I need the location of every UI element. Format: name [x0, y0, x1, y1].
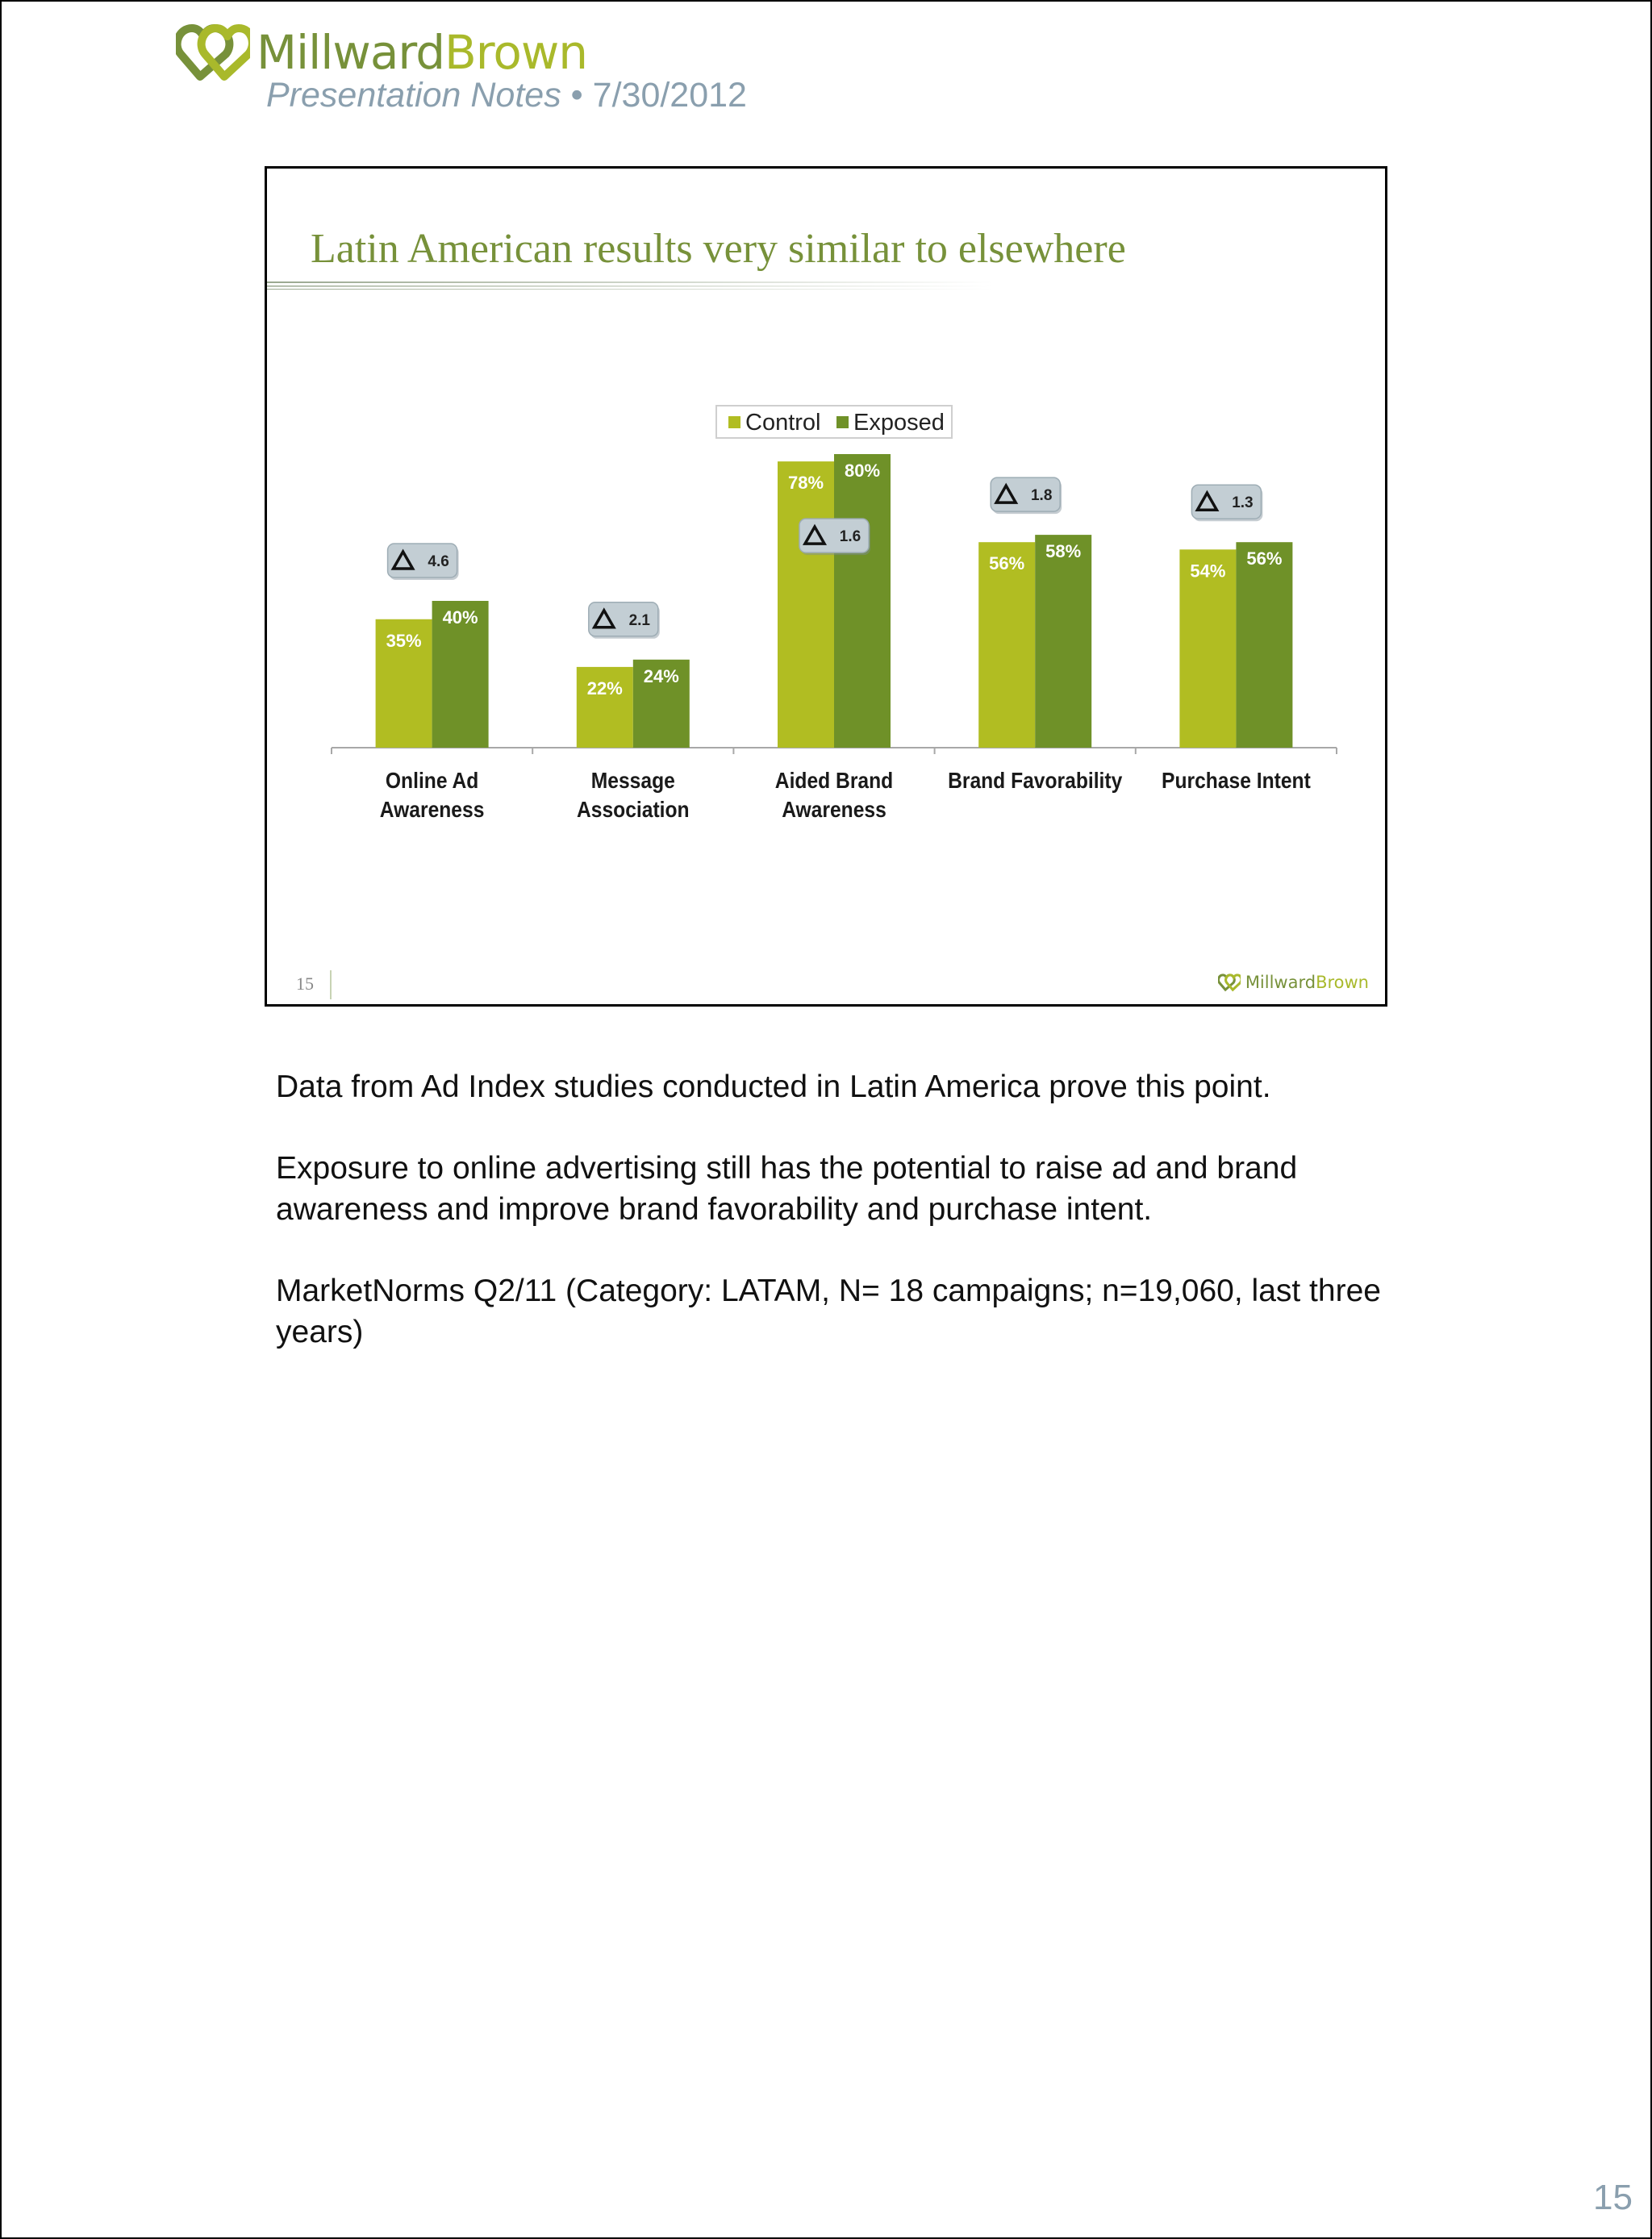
footer-brand-part1: Millward: [1245, 973, 1316, 992]
notes-paragraph-2: Exposure to online advertising still has the potential to raise ad and brand awareness and improve brand favorability and purchase intent.: [276, 1151, 1298, 1227]
page-subtitle: [266, 76, 747, 115]
legend-label-control: Control: [745, 410, 821, 436]
data-label-exposed: 40%: [442, 607, 478, 628]
slide-number: 15: [296, 974, 314, 994]
legend-swatch-control: [728, 416, 740, 428]
data-label-control: 78%: [787, 473, 824, 494]
footer-brand-part2: Brown: [1316, 973, 1369, 992]
bar-control: [778, 461, 834, 748]
subtitle-date: 7/30/2012: [592, 76, 747, 115]
data-label-control: 35%: [386, 630, 422, 651]
hearts-logo-icon: [176, 20, 250, 85]
data-label-exposed: 56%: [1246, 548, 1283, 569]
notes-paragraph-3: MarketNorms Q2/11 (Category: LATAM, N= 18 campaigns; n=19,060, last three years): [276, 1274, 1381, 1349]
category-label: Aided Brand: [774, 767, 894, 794]
slide-footer-logo: [1218, 972, 1369, 993]
category-label: Awareness: [782, 796, 886, 823]
delta-value: 1.3: [1232, 494, 1254, 512]
page-number: 15: [1593, 2178, 1633, 2217]
slide-thumbnail: [265, 166, 1387, 1007]
data-label-control: 56%: [989, 553, 1025, 574]
delta-value: 2.1: [628, 611, 651, 629]
brand-part2: Brown: [444, 25, 588, 80]
category-label: Online Ad: [385, 767, 479, 794]
subtitle-separator: •: [561, 76, 593, 115]
bar-exposed: [1035, 535, 1091, 748]
delta-value: 1.6: [839, 528, 861, 546]
bar-exposed: [834, 454, 891, 748]
data-label-exposed: 24%: [643, 665, 679, 686]
slide-title: Latin American results very similar to elsewhere: [311, 226, 1126, 272]
notes-paragraph-1: Data from Ad Index studies conducted in Latin America prove this point.: [276, 1069, 1271, 1104]
category-label: Brand Favorability: [948, 767, 1123, 794]
data-label-exposed: 80%: [844, 461, 881, 481]
category-label: Message: [590, 767, 675, 794]
presentation-notes: [276, 1066, 1405, 1393]
category-label: Awareness: [379, 796, 485, 823]
category-label: Purchase Intent: [1162, 767, 1311, 794]
data-label-control: 22%: [586, 678, 623, 698]
hearts-logo-icon: [1218, 972, 1241, 993]
legend-swatch-exposed: [836, 416, 849, 428]
data-label-exposed: 58%: [1045, 541, 1082, 562]
category-label: Association: [577, 796, 690, 823]
bar-exposed: [1236, 542, 1292, 748]
brand-wordmark: [257, 25, 588, 80]
legend-label-exposed: Exposed: [853, 410, 945, 436]
delta-value: 4.6: [428, 553, 449, 570]
brand-part1: Millward: [257, 25, 445, 80]
delta-value: 1.8: [1030, 487, 1053, 505]
subtitle-notes: Presentation Notes: [266, 76, 561, 115]
data-label-control: 54%: [1190, 561, 1226, 582]
bar-chart: [267, 169, 1385, 1004]
slide-number-divider: [330, 970, 332, 999]
